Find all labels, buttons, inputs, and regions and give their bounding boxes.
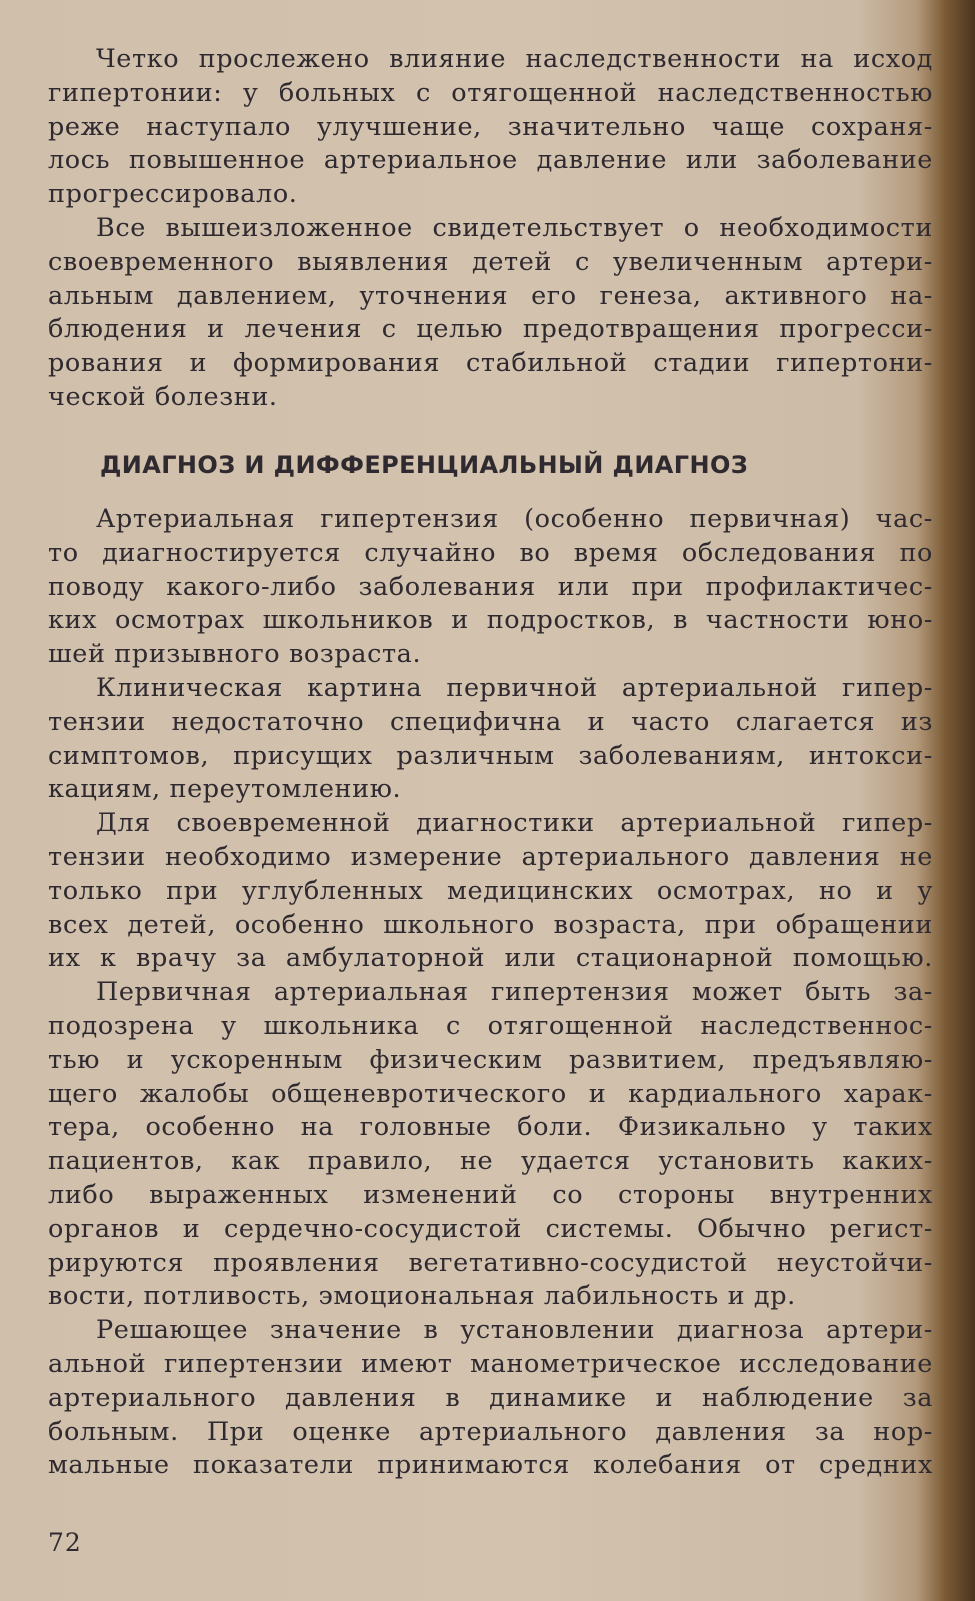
text-line: Для своевременной диагностики артериальной гипер- — [96, 808, 933, 839]
text-line: ческой болезни. — [48, 381, 278, 412]
text-line: больным. При оценке артериального давления за нор- — [48, 1416, 933, 1447]
text-line: либо выраженных изменений со стороны внутренних — [48, 1179, 933, 1210]
text-line: рируются проявления вегетативно-сосудистой неустойчи- — [48, 1247, 933, 1278]
text-line: Артериальная гипертензия (особенно первичная) час- — [96, 504, 933, 534]
text-line: Клиническая картина первичной артериальной гипер- — [96, 672, 933, 703]
text-line: реже наступало улучшение, значительно чаще сохраня- — [48, 111, 933, 142]
text-line: всех детей, особенно школьного возраста, при обращении — [48, 909, 933, 940]
text-line: рования и формирования стабильной стадии гипертони- — [48, 348, 933, 379]
text-block-intro — [48, 43, 933, 415]
text-line: вости, потливость, эмоциональная лабильность и др. — [48, 1281, 796, 1312]
text-line: тера, особенно на головные боли. Физикально у таких — [48, 1112, 933, 1143]
text-line: органов и сердечно-сосудистой системы. Обычно регист- — [48, 1213, 933, 1244]
text-line: симптомов, присущих различным заболеваниям, интокси- — [48, 740, 933, 771]
text-line: то диагностируется случайно во время обследования по — [48, 537, 933, 568]
text-line: лось повышенное артериальное давление или заболевание — [48, 145, 933, 176]
text-line: кациям, переутомлению. — [48, 774, 402, 805]
text-line: альной гипертензии имеют манометрическое исследование — [48, 1348, 933, 1379]
text-line: их к врачу за амбулаторной или стационарной помощью. — [48, 943, 933, 974]
text-line: тью и ускоренным физическим развитием, предъявляю- — [48, 1044, 933, 1075]
text-line: мальные показатели принимаются колебания от средних — [48, 1450, 933, 1481]
text-line: поводу какого-либо заболевания или при профилактичес- — [48, 571, 933, 602]
text-line: своевременного выявления детей с увеличенным артери- — [48, 246, 933, 277]
text-line: альным давлением, уточнения его генеза, активного на- — [48, 280, 933, 311]
text-line: щего жалобы общеневротического и кардиального харак- — [48, 1078, 933, 1109]
text-line: подозрена у школьника с отягощенной наследственнос- — [48, 1010, 933, 1041]
text-line: гипертонии: у больных с отягощенной наследственностью — [48, 77, 933, 108]
text-line: Решающее значение в установлении диагноза артери- — [96, 1315, 933, 1346]
text-line: блюдения и лечения с целью предотвращения прогресси- — [48, 314, 933, 345]
page-number: 72 — [48, 1528, 82, 1557]
text-line: только при углубленных медицинских осмотрах, но и у — [48, 875, 933, 906]
text-line: Первичная артериальная гипертензия может быть за- — [96, 977, 933, 1008]
text-line: Четко прослежено влияние наследственности на исход — [96, 44, 933, 74]
text-line: артериального давления в динамике и наблюдение за — [48, 1382, 933, 1413]
text-line: тензии необходимо измерение артериального давления не — [48, 841, 933, 872]
text-block-diagnosis — [48, 503, 933, 1483]
text-line: тензии недостаточно специфична и часто слагается из — [48, 706, 933, 737]
text-line: прогрессировало. — [48, 179, 298, 210]
text-line: Все вышеизложенное свидетельствует о необходимости — [96, 212, 933, 243]
text-line: ких осмотрах школьников и подростков, в частности юно- — [48, 605, 933, 636]
section-heading: ДИАГНОЗ И ДИФФЕРЕНЦИАЛЬНЫЙ ДИАГНОЗ — [100, 451, 749, 479]
text-line: шей призывного возраста. — [48, 639, 422, 670]
text-line: пациентов, как правило, не удается установить каких- — [48, 1146, 933, 1177]
